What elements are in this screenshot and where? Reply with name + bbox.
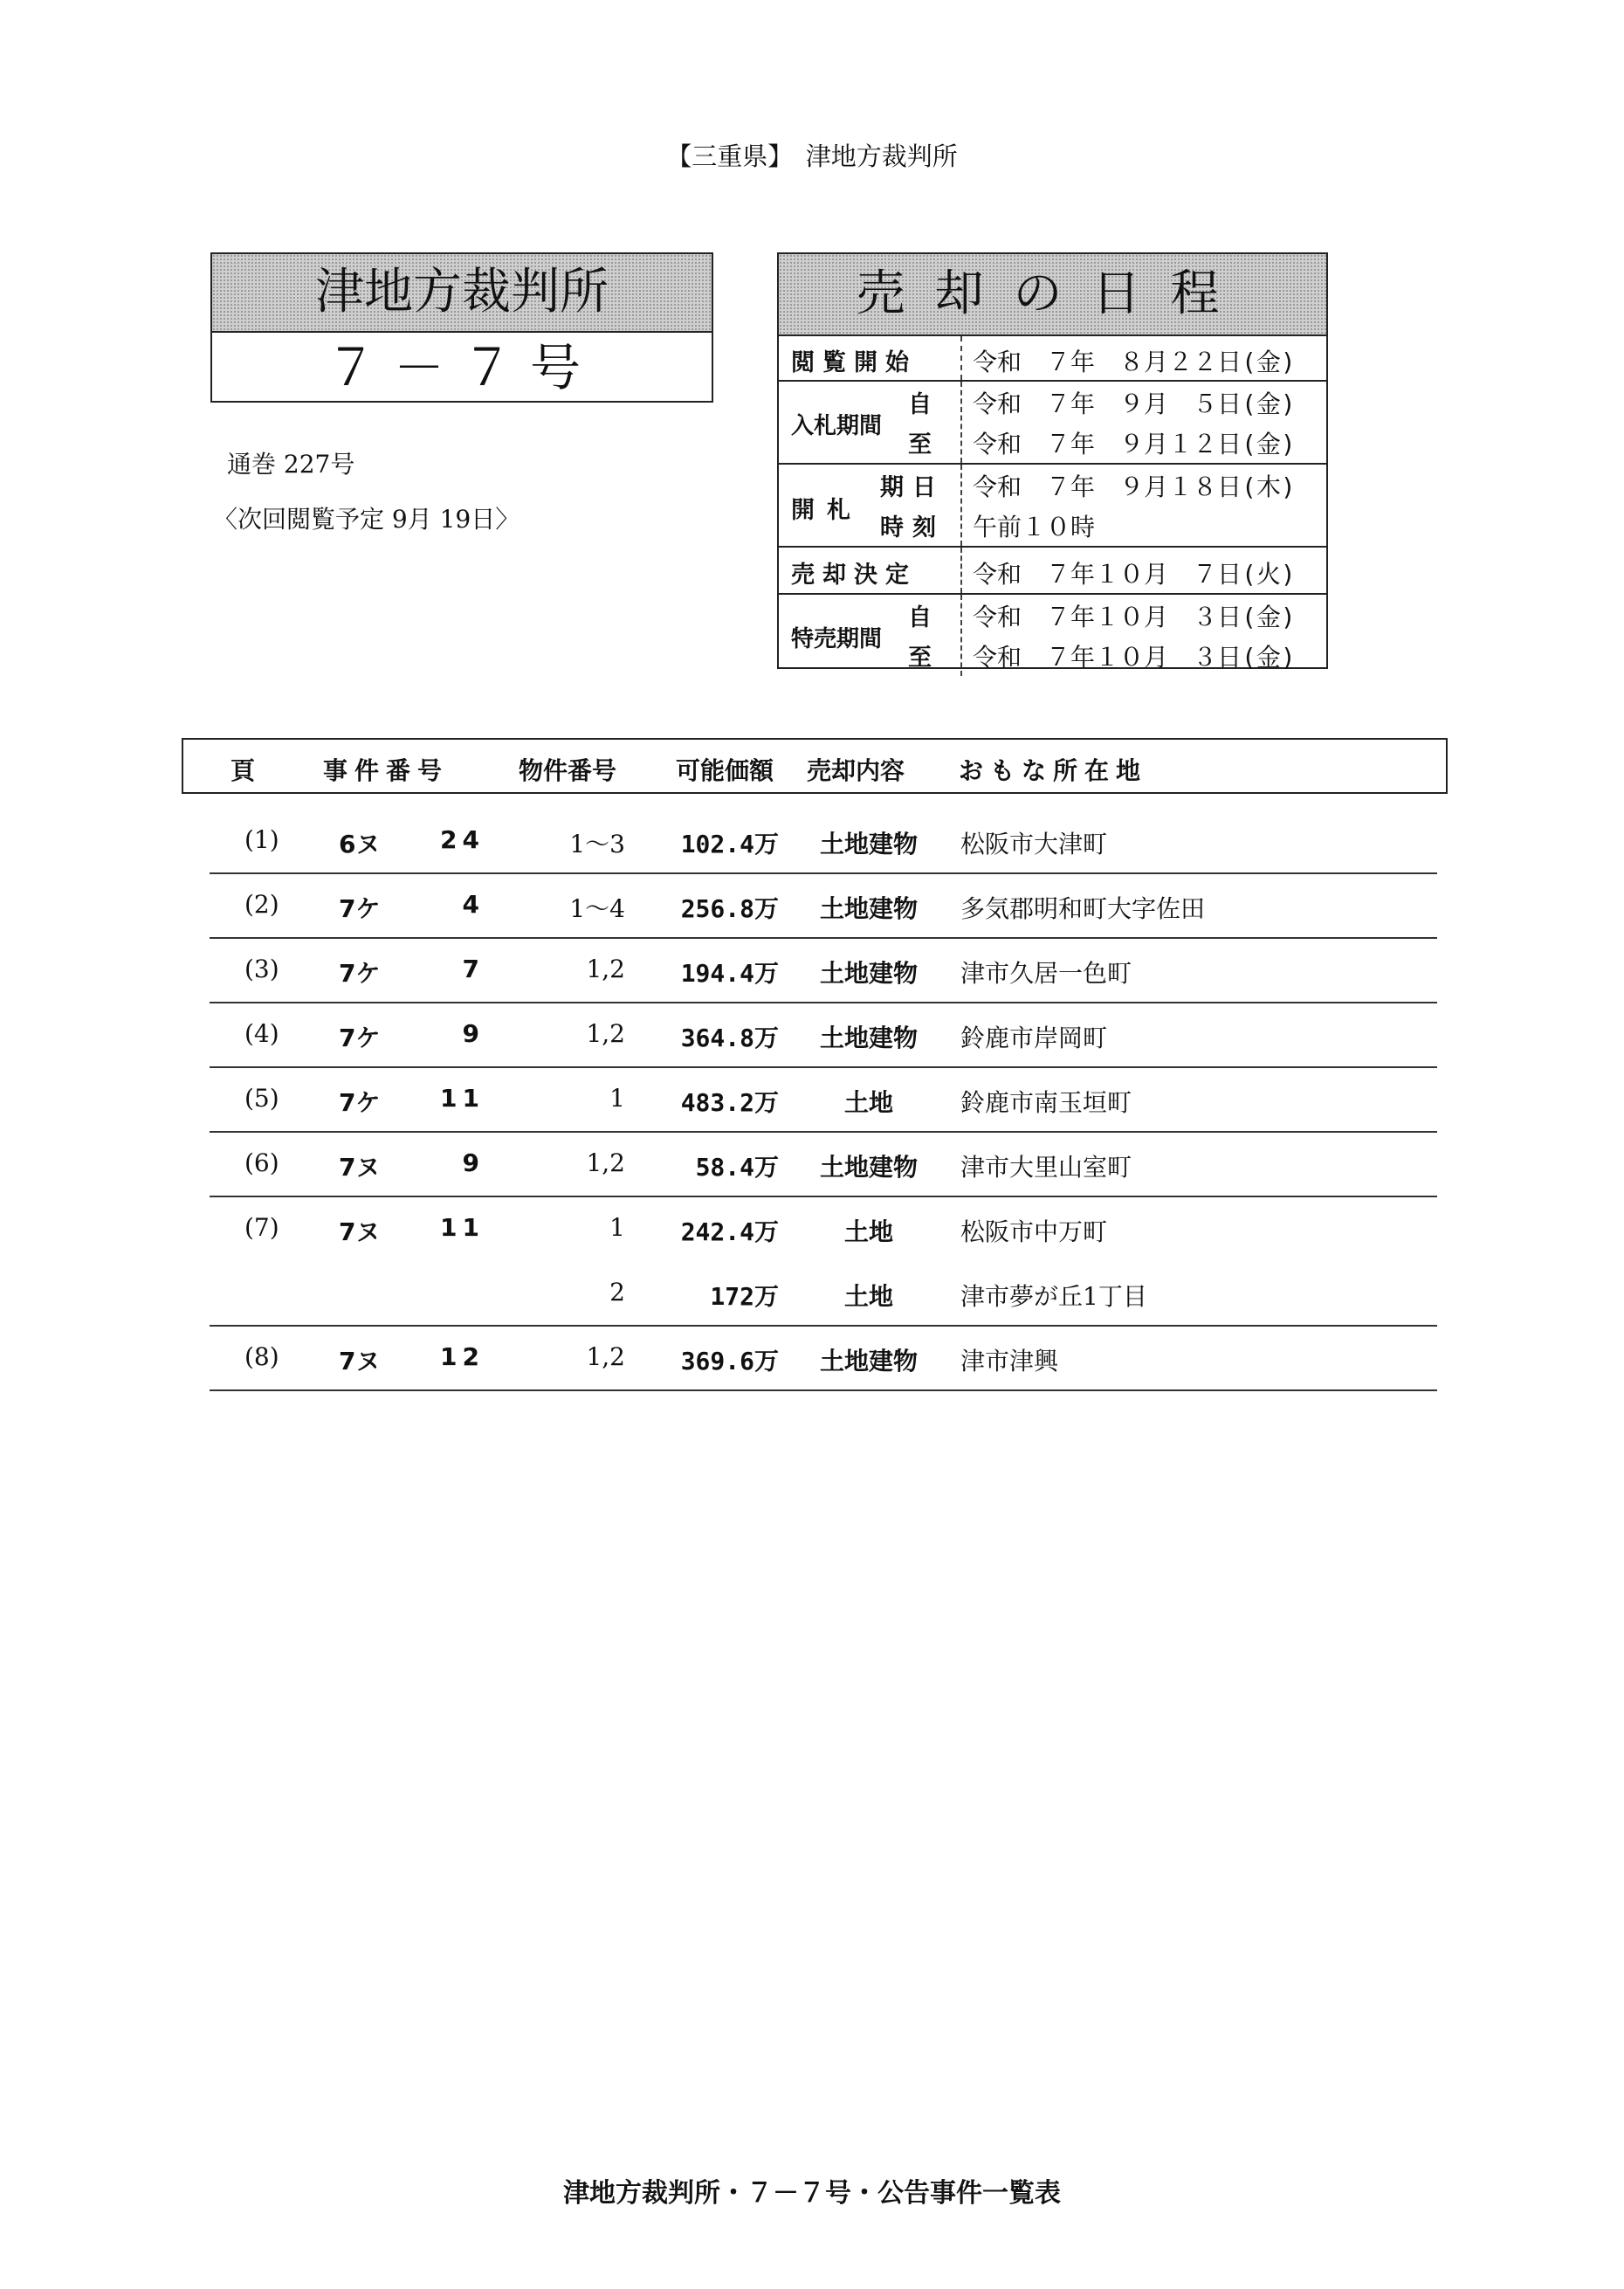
header-page: 頁 (231, 756, 256, 785)
schedule-row-viewing (779, 336, 1326, 382)
opening-date: 令和 ７年 ９月１８日(木) (973, 472, 1296, 501)
bidding-to-date: 令和 ７年 ９月１２日(金) (973, 430, 1296, 458)
cell-property: 1,2 (586, 955, 625, 983)
next-viewing-note: 〈次回閲覧予定 9月 19日〉 (213, 505, 520, 534)
cell-price: 172万 (710, 1282, 779, 1311)
cell-case-b: 24 (440, 825, 485, 854)
cell-page: (1) (244, 825, 279, 854)
table-row (210, 1131, 1437, 1197)
cell-case-b: 4 (462, 890, 485, 919)
cell-price: 364.8万 (680, 1024, 779, 1052)
court-name: 津地方裁判所 (212, 254, 712, 333)
cell-property: 1,2 (586, 1019, 625, 1048)
special-to-date: 令和 ７年１０月 ３日(金) (973, 643, 1296, 672)
cell-price: 369.6万 (680, 1347, 779, 1375)
cell-property: 1～3 (569, 830, 625, 858)
schedule-title: 売却の日程 (779, 254, 1326, 336)
table-header (182, 738, 1448, 794)
volume-number: 通巻 227号 (227, 450, 355, 479)
sale-schedule (777, 252, 1328, 672)
decision-label: 売却決定 (791, 562, 917, 589)
cell-case-a: 7ケ (339, 1024, 381, 1052)
header-sale-type: 売却内容 (807, 756, 905, 785)
bidding-from-date: 令和 ７年 ９月 ５日(金) (973, 390, 1296, 418)
cell-case-a: 7ケ (339, 1088, 381, 1117)
cell-case-a: 7ヌ (339, 1347, 381, 1375)
issue-number: ７－７号 (325, 338, 598, 397)
cell-case-b: 11 (440, 1213, 485, 1242)
schedule-row-decision (779, 548, 1326, 595)
cell-price: 58.4万 (695, 1153, 779, 1182)
cell-sale-type: 土地建物 (819, 1024, 918, 1052)
cell-page: (8) (244, 1342, 279, 1371)
cell-property: 1 (609, 1213, 625, 1242)
cell-case-a: 6ヌ (339, 830, 381, 858)
header-address: おもな所在地 (959, 756, 1148, 785)
cell-sale-type: 土地建物 (819, 830, 918, 858)
header-note: 【三重県】 津地方裁判所 (666, 141, 958, 171)
cell-address: 津市津興 (960, 1347, 1059, 1375)
table-row (210, 937, 1437, 1003)
opening-date-label: 期日 (880, 474, 945, 501)
cell-sale-type: 土地 (843, 1282, 893, 1311)
cell-price: 102.4万 (680, 830, 779, 858)
cell-page: (2) (244, 890, 279, 919)
cell-case-a: 7ヌ (339, 1153, 381, 1182)
header-case: 事件番号 (323, 756, 450, 785)
cell-sale-type: 土地 (843, 1088, 893, 1117)
opening-time-label: 時刻 (880, 514, 945, 541)
special-to-label: 至 (908, 645, 932, 672)
cell-sale-type: 土地建物 (819, 959, 918, 988)
footer-title: 津地方裁判所・７－７号・公告事件一覧表 (563, 2178, 1061, 2209)
schedule-row-bidding (779, 382, 1326, 465)
header-price: 可能価額 (676, 756, 774, 785)
schedule-row-special (779, 595, 1326, 676)
cell-address: 多気郡明和町大字佐田 (960, 894, 1206, 923)
header-property: 物件番号 (519, 756, 617, 785)
cell-case-b: 9 (462, 1019, 485, 1048)
bidding-label: 入札期間 (791, 413, 883, 439)
viewing-date: 令和 ７年 ８月２２日(金) (973, 348, 1296, 376)
cell-sale-type: 土地建物 (819, 1347, 918, 1375)
table-row (210, 872, 1437, 939)
cell-case-b: 7 (462, 955, 485, 983)
viewing-label: 閲覧開始 (791, 349, 917, 376)
table-row (210, 1196, 1437, 1260)
cell-price: 256.8万 (680, 894, 779, 923)
cell-address: 津市夢が丘1丁目 (960, 1282, 1147, 1311)
cell-address: 津市大里山室町 (960, 1153, 1132, 1182)
opening-time: 午前１０時 (973, 513, 1096, 541)
cell-address: 鈴鹿市南玉垣町 (960, 1088, 1132, 1117)
cell-address: 津市久居一色町 (960, 959, 1132, 988)
cell-case-a: 7ケ (339, 894, 381, 923)
cell-address: 松阪市中万町 (960, 1217, 1108, 1246)
special-from-date: 令和 ７年１０月 ３日(金) (973, 603, 1296, 631)
cell-price: 194.4万 (680, 959, 779, 988)
cell-case-b: 9 (462, 1148, 485, 1177)
opening-label: 開札 (791, 497, 863, 524)
cell-price: 242.4万 (680, 1217, 779, 1246)
cell-property: 2 (609, 1278, 625, 1307)
bidding-to-label: 至 (908, 431, 932, 458)
cell-sale-type: 土地建物 (819, 894, 918, 923)
court-box (210, 252, 713, 403)
cell-price: 483.2万 (680, 1088, 779, 1117)
schedule-row-opening (779, 465, 1326, 548)
cell-property: 1,2 (586, 1148, 625, 1177)
cell-page: (5) (244, 1084, 279, 1113)
cell-sale-type: 土地 (843, 1217, 893, 1246)
cell-page: (6) (244, 1148, 279, 1177)
bidding-from-label: 自 (908, 391, 932, 418)
table-row (210, 1260, 1437, 1327)
cell-page: (7) (244, 1213, 279, 1242)
cell-page: (4) (244, 1019, 279, 1048)
cell-case-a: 7ヌ (339, 1217, 381, 1246)
table-row (210, 1066, 1437, 1133)
table-row (210, 808, 1437, 874)
special-label: 特売期間 (791, 626, 883, 652)
cell-property: 1～4 (569, 894, 625, 923)
cell-sale-type: 土地建物 (819, 1153, 918, 1182)
table-row (210, 1325, 1437, 1391)
table-row (210, 1002, 1437, 1068)
cell-case-b: 12 (440, 1342, 485, 1371)
cell-case-a: 7ケ (339, 959, 381, 988)
cell-address: 松阪市大津町 (960, 830, 1108, 858)
cell-page: (3) (244, 955, 279, 983)
cell-property: 1,2 (586, 1342, 625, 1371)
decision-date: 令和 ７年１０月 ７日(火) (973, 560, 1296, 589)
special-from-label: 自 (908, 604, 932, 631)
cell-case-b: 11 (440, 1084, 485, 1113)
cell-address: 鈴鹿市岸岡町 (960, 1024, 1108, 1052)
cell-property: 1 (609, 1084, 625, 1113)
